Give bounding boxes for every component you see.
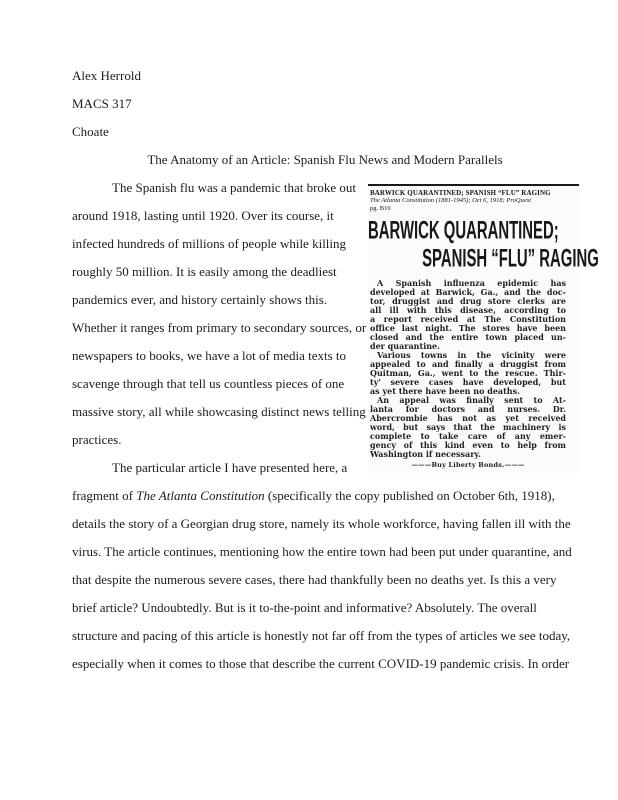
clipping-body-line: all ill with this disease, according to: [370, 306, 566, 315]
paragraph-two: [72, 454, 578, 678]
author-name: Alex Herrold: [72, 68, 141, 83]
clipping-body-line: appealed to and finally a druggist from: [370, 360, 566, 369]
clipping-body-line: a report received at The Constitution: [370, 315, 566, 324]
book-title-italic: The Atlanta Constitution: [136, 488, 265, 503]
clipping-headline: [368, 216, 599, 273]
text-line: scavenge through that tell us countless pieces of one: [72, 376, 345, 391]
clipping-headline-line-1: BARWICK QUARANTINED;: [368, 216, 559, 245]
clipping-body-line: Abercrombie has not as yet received: [370, 414, 566, 423]
text-line: roughly 50 million. It is easily among the deadliest: [72, 264, 337, 279]
clipping-body-line: Various towns in the vicinity were: [377, 351, 566, 360]
text-run: fragment of: [72, 488, 137, 503]
clipping-body-line: A Spanish influenza epidemic has: [377, 279, 566, 288]
text-line: around 1918, lasting until 1920. Over its course, it: [72, 208, 334, 223]
clipping-citation-headline: BARWICK QUARANTINED; SPANISH “FLU” RAGING: [370, 189, 551, 197]
text-line: The Spanish flu was a pandemic that broke out: [112, 180, 357, 195]
clipping-headline-line-2: SPANISH “FLU” RAGING: [422, 244, 599, 273]
clipping-body-line: Washington if necessary.: [370, 450, 481, 459]
text-line: that despite the numerous severe cases, there had thankfully been no deaths yet. Is this a very: [72, 572, 557, 587]
text-line: practices.: [72, 432, 122, 447]
text-line: [72, 482, 578, 510]
text-line: virus. The article continues, mentioning how the entire town had been put under quarantine, and: [72, 544, 572, 559]
clipping-footer-slogan: ———Buy Liberty Bonds.———: [411, 461, 525, 469]
clipping-body-line: der quarantine.: [370, 342, 440, 351]
essay-title: The Anatomy of an Article: Spanish Flu News and Modern Parallels: [147, 152, 503, 167]
text-run: (specifically the copy published on October 6th, 1918),: [264, 488, 555, 503]
text-line: The particular article I have presented here, a: [112, 460, 348, 475]
clipping-body-line: An appeal was finally sent to At-: [377, 396, 566, 405]
text-line: details the story of a Georgian drug store, namely its whole workforce, having fallen ill with the: [72, 516, 571, 531]
clipping-citation: [368, 189, 579, 212]
clipping-body-line: tor, druggist and drug store clerks are: [370, 297, 566, 306]
text-line: massive story, all while showcasing distinct news telling: [72, 404, 366, 419]
course-number: MACS 317: [72, 96, 132, 111]
instructor-name: Choate: [72, 124, 109, 139]
clipping-body-line: ty' severe cases have developed, but: [370, 378, 566, 387]
clipping-body-line: office last night. The stores have been: [370, 324, 566, 333]
clipping-body-line: closed and the entire town placed un-: [370, 333, 566, 342]
text-line: Whether it ranges from primary to secondary sources, or: [72, 320, 367, 335]
text-line: structure and pacing of this article is honestly not far off from the types of articles we see today,: [72, 628, 571, 643]
clipping-body-line: word, but says that the machinery is: [370, 423, 566, 432]
text-line: brief article? Undoubtedly. But is it to-the-point and informative? Absolutely. The overall: [72, 600, 537, 615]
clipping-top-rule: [368, 184, 579, 186]
clipping-citation-page: pg. B10: [370, 204, 391, 212]
text-line: especially when it comes to those that describe the current COVID-19 pandemic crisis. In order: [72, 656, 570, 671]
clipping-body-line: gency of this kind even to help from: [370, 441, 566, 450]
clipping-body-line: complete to take care of any emer-: [370, 432, 566, 441]
text-line: pandemics ever, and history certainly shows this.: [72, 292, 328, 307]
clipping-body-line: developed at Barwick, Ga., and the doc-: [370, 288, 566, 297]
clipping-citation-source: The Atlanta Constitution (1881-1945); Oct 6, 1918; ProQuest: [370, 197, 532, 204]
clipping-body-line: as yet there have been no deaths.: [370, 387, 520, 396]
newspaper-clipping: [368, 184, 599, 473]
clipping-body-line: lanta for doctors and nurses. Dr.: [370, 405, 566, 414]
clipping-body: [370, 279, 566, 469]
text-line: infected hundreds of millions of people while killing: [72, 236, 347, 251]
clipping-body-line: Quitman, Ga., went to the rescue. Thir-: [370, 369, 566, 378]
text-line: newspapers to books, we have a lot of media texts to: [72, 348, 347, 363]
